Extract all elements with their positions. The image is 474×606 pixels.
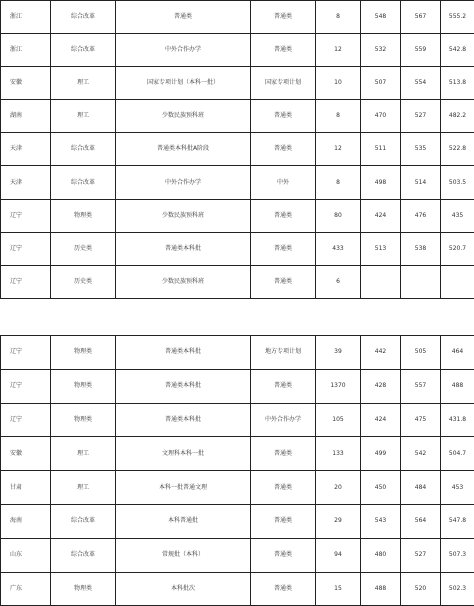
table-row — [1, 504, 474, 538]
cell-max-score: 567 — [401, 1, 441, 34]
cell-subject-type: 理工 — [51, 437, 116, 471]
cell-max-score: 535 — [401, 133, 441, 166]
cell-avg-score: 464 — [441, 336, 474, 370]
cell-plan-count: 15 — [316, 572, 361, 606]
cell-avg-score: 504.7 — [441, 437, 474, 471]
cell-min-score: 442 — [361, 336, 401, 370]
table-row — [1, 403, 474, 437]
cell-category: 普通类 — [251, 369, 316, 403]
cell-batch: 少数民族预科班 — [116, 100, 251, 133]
cell-plan-count: 8 — [316, 1, 361, 34]
cell-province: 辽宁 — [1, 336, 51, 370]
cell-subject-type: 综合改革 — [51, 34, 116, 67]
cell-batch: 普通类本科批 — [116, 369, 251, 403]
cell-min-score: 507 — [361, 67, 401, 100]
cell-category: 普通类 — [251, 265, 316, 298]
cell-province: 辽宁 — [1, 369, 51, 403]
cell-max-score: 554 — [401, 67, 441, 100]
table-row — [1, 133, 474, 166]
cell-min-score: 424 — [361, 199, 401, 232]
cell-province: 天津 — [1, 166, 51, 199]
cell-category: 普通类 — [251, 538, 316, 572]
cell-plan-count: 6 — [316, 265, 361, 298]
cell-batch: 国家专项计划（本科一批） — [116, 67, 251, 100]
cell-category: 普通类 — [251, 572, 316, 606]
table-row — [1, 336, 474, 370]
cell-category: 普通类 — [251, 34, 316, 67]
cell-avg-score: 431.8 — [441, 403, 474, 437]
cell-plan-count: 94 — [316, 538, 361, 572]
cell-max-score: 520 — [401, 572, 441, 606]
cell-province: 安徽 — [1, 67, 51, 100]
table-row — [1, 166, 474, 199]
cell-subject-type: 理工 — [51, 100, 116, 133]
cell-min-score: 499 — [361, 437, 401, 471]
cell-batch: 普通类本科批 — [116, 336, 251, 370]
cell-avg-score: 555.2 — [441, 1, 474, 34]
cell-subject-type: 历史类 — [51, 232, 116, 265]
cell-avg-score: 520.7 — [441, 232, 474, 265]
cell-category: 普通类 — [251, 133, 316, 166]
cell-max-score: 475 — [401, 403, 441, 437]
table-row — [1, 265, 474, 298]
cell-plan-count: 20 — [316, 471, 361, 505]
cell-subject-type: 综合改革 — [51, 166, 116, 199]
cell-category: 中外合作办学 — [251, 403, 316, 437]
cell-avg-score: 513.8 — [441, 67, 474, 100]
cell-avg-score: 435 — [441, 199, 474, 232]
cell-plan-count: 29 — [316, 504, 361, 538]
table-row — [1, 100, 474, 133]
cell-avg-score — [441, 265, 474, 298]
score-table-bottom — [0, 335, 474, 606]
table-row — [1, 67, 474, 100]
cell-avg-score: 547.8 — [441, 504, 474, 538]
cell-max-score: 559 — [401, 34, 441, 67]
cell-max-score: 564 — [401, 504, 441, 538]
cell-subject-type: 物理类 — [51, 403, 116, 437]
cell-min-score: 470 — [361, 100, 401, 133]
table-row — [1, 572, 474, 606]
cell-min-score: 498 — [361, 166, 401, 199]
cell-max-score: 514 — [401, 166, 441, 199]
cell-plan-count: 39 — [316, 336, 361, 370]
cell-avg-score: 482.2 — [441, 100, 474, 133]
cell-category: 普通类 — [251, 437, 316, 471]
cell-min-score: 532 — [361, 34, 401, 67]
cell-category: 普通类 — [251, 199, 316, 232]
cell-min-score: 548 — [361, 1, 401, 34]
table-row — [1, 369, 474, 403]
cell-avg-score: 507.3 — [441, 538, 474, 572]
cell-max-score: 484 — [401, 471, 441, 505]
cell-plan-count: 10 — [316, 67, 361, 100]
cell-max-score: 505 — [401, 336, 441, 370]
cell-max-score: 557 — [401, 369, 441, 403]
cell-plan-count: 105 — [316, 403, 361, 437]
cell-plan-count: 12 — [316, 34, 361, 67]
cell-batch: 中外合作办学 — [116, 166, 251, 199]
table-row — [1, 437, 474, 471]
cell-min-score: 428 — [361, 369, 401, 403]
cell-subject-type: 物理类 — [51, 369, 116, 403]
cell-min-score: 511 — [361, 133, 401, 166]
cell-plan-count: 80 — [316, 199, 361, 232]
cell-plan-count: 12 — [316, 133, 361, 166]
cell-category: 普通类 — [251, 100, 316, 133]
table-row — [1, 199, 474, 232]
cell-min-score: 424 — [361, 403, 401, 437]
cell-province: 广东 — [1, 572, 51, 606]
cell-province: 辽宁 — [1, 232, 51, 265]
cell-category: 普通类 — [251, 1, 316, 34]
cell-min-score: 513 — [361, 232, 401, 265]
cell-subject-type: 综合改革 — [51, 1, 116, 34]
cell-province: 甘肃 — [1, 471, 51, 505]
table-row — [1, 1, 474, 34]
cell-subject-type: 历史类 — [51, 265, 116, 298]
cell-avg-score: 503.5 — [441, 166, 474, 199]
cell-category: 普通类 — [251, 504, 316, 538]
cell-subject-type: 物理类 — [51, 572, 116, 606]
cell-province: 浙江 — [1, 1, 51, 34]
cell-batch: 普通类本科批 — [116, 403, 251, 437]
cell-subject-type: 综合改革 — [51, 504, 116, 538]
cell-subject-type: 理工 — [51, 471, 116, 505]
cell-avg-score: 502.3 — [441, 572, 474, 606]
cell-max-score: 538 — [401, 232, 441, 265]
table-row — [1, 471, 474, 505]
cell-plan-count: 8 — [316, 100, 361, 133]
cell-batch: 文理科本科一批 — [116, 437, 251, 471]
cell-province: 辽宁 — [1, 265, 51, 298]
cell-batch: 本科普通批 — [116, 504, 251, 538]
cell-province: 安徽 — [1, 437, 51, 471]
cell-subject-type: 综合改革 — [51, 538, 116, 572]
cell-min-score — [361, 265, 401, 298]
cell-province: 辽宁 — [1, 199, 51, 232]
cell-batch: 常规批（本科） — [116, 538, 251, 572]
cell-max-score: 476 — [401, 199, 441, 232]
cell-avg-score: 453 — [441, 471, 474, 505]
cell-batch: 普通类本科批 — [116, 232, 251, 265]
cell-category: 普通类 — [251, 232, 316, 265]
score-table-top — [0, 0, 474, 299]
cell-batch: 少数民族预科班 — [116, 265, 251, 298]
cell-batch: 普通类本科批A阶段 — [116, 133, 251, 166]
cell-min-score: 488 — [361, 572, 401, 606]
cell-subject-type: 综合改革 — [51, 133, 116, 166]
cell-subject-type: 理工 — [51, 67, 116, 100]
cell-category: 中外 — [251, 166, 316, 199]
cell-province: 山东 — [1, 538, 51, 572]
cell-avg-score: 522.8 — [441, 133, 474, 166]
cell-province: 浙江 — [1, 34, 51, 67]
cell-batch: 本科批次 — [116, 572, 251, 606]
cell-plan-count: 433 — [316, 232, 361, 265]
cell-subject-type: 物理类 — [51, 199, 116, 232]
table-row — [1, 232, 474, 265]
cell-max-score: 527 — [401, 100, 441, 133]
cell-plan-count: 133 — [316, 437, 361, 471]
cell-batch: 少数民族预科班 — [116, 199, 251, 232]
cell-subject-type: 物理类 — [51, 336, 116, 370]
cell-category: 普通类 — [251, 471, 316, 505]
cell-max-score: 527 — [401, 538, 441, 572]
cell-category: 国家专项计划 — [251, 67, 316, 100]
cell-batch: 普通类 — [116, 1, 251, 34]
cell-avg-score: 542.8 — [441, 34, 474, 67]
cell-max-score — [401, 265, 441, 298]
cell-plan-count: 8 — [316, 166, 361, 199]
cell-min-score: 543 — [361, 504, 401, 538]
cell-province: 天津 — [1, 133, 51, 166]
table-row — [1, 34, 474, 67]
cell-batch: 中外合作办学 — [116, 34, 251, 67]
cell-min-score: 450 — [361, 471, 401, 505]
cell-province: 湖南 — [1, 100, 51, 133]
cell-province: 辽宁 — [1, 403, 51, 437]
cell-plan-count: 1370 — [316, 369, 361, 403]
cell-batch: 本科一批普通文理 — [116, 471, 251, 505]
cell-province: 海南 — [1, 504, 51, 538]
table-row — [1, 538, 474, 572]
cell-min-score: 480 — [361, 538, 401, 572]
cell-avg-score: 488 — [441, 369, 474, 403]
cell-category: 地方专项计划 — [251, 336, 316, 370]
cell-max-score: 542 — [401, 437, 441, 471]
